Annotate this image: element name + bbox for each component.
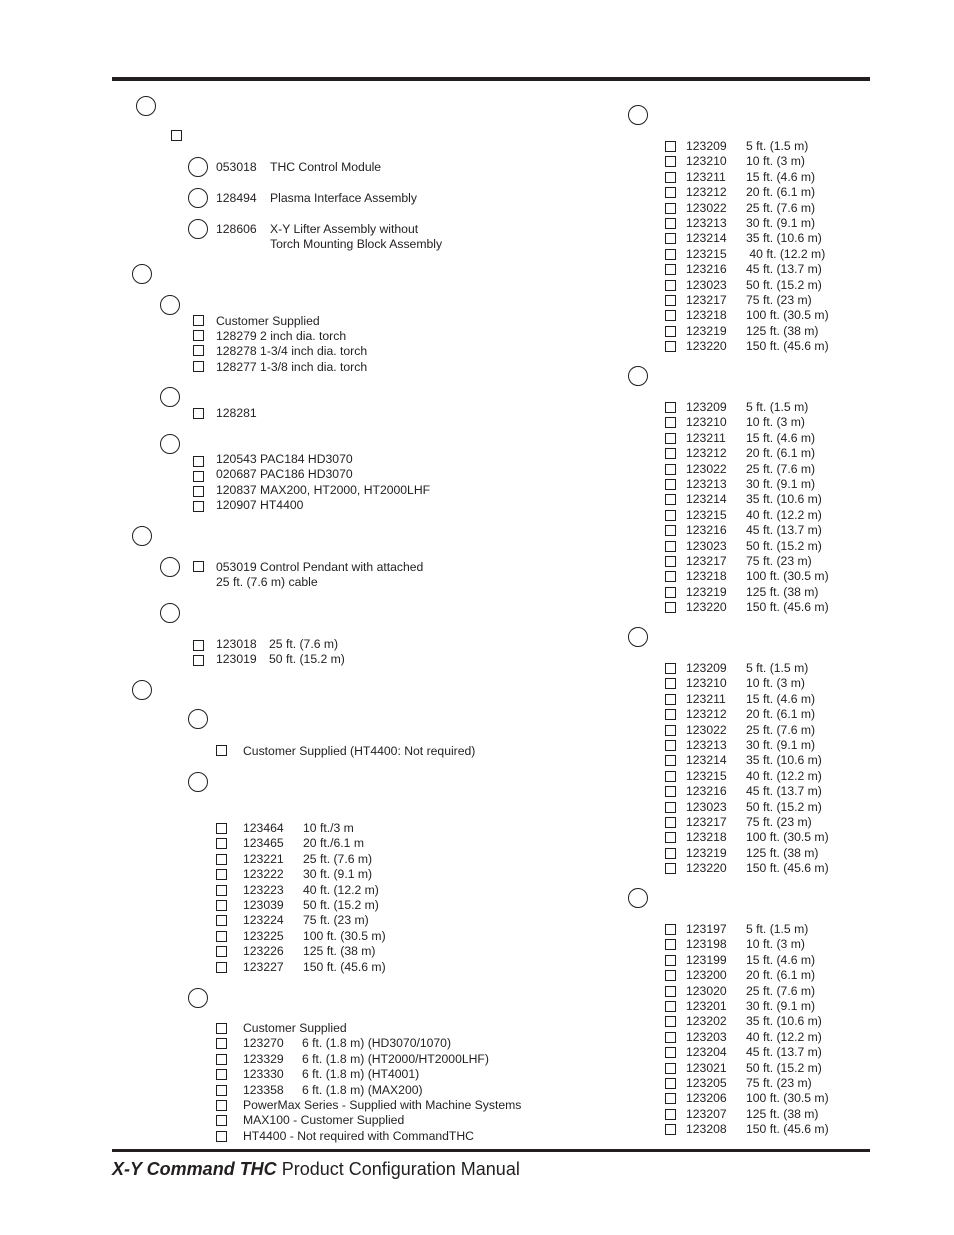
part-number: 128606: [216, 222, 257, 236]
part-number: 123197: [686, 922, 727, 936]
callout-circle: [628, 105, 648, 125]
checkbox[interactable]: [665, 433, 676, 444]
part-length: 30 ft. (9.1 m): [746, 477, 816, 491]
option-text: 128279 2 inch dia. torch: [216, 329, 347, 343]
checkbox[interactable]: [665, 326, 676, 337]
part-number: 123210: [686, 154, 727, 169]
bottom-rule: [112, 1149, 870, 1152]
part-number: 123021: [686, 1060, 727, 1075]
part-number: 123221: [243, 851, 284, 866]
callout-circle: [188, 709, 208, 729]
part-number: 123210: [686, 676, 727, 691]
part-number: HT4400 - Not required with CommandTHC: [243, 1128, 474, 1143]
option-text: Customer Supplied (HT4400: Not required): [243, 744, 476, 758]
checkbox[interactable]: [216, 931, 227, 942]
checkbox[interactable]: [665, 341, 676, 352]
option-text: 25 ft. (7.6 m) cable: [216, 575, 318, 589]
part-number: 123198: [686, 937, 727, 952]
part-length: 6 ft. (1.8 m) (HD3070/1070): [302, 1036, 452, 1051]
part-length: 20 ft. (6.1 m): [746, 707, 816, 722]
part-number: 123203: [686, 1029, 727, 1044]
checkbox[interactable]: [665, 924, 676, 935]
footer-brand: X-Y Command THC: [112, 1159, 277, 1179]
checkbox[interactable]: [216, 745, 227, 756]
callout-circle: [160, 387, 180, 407]
part-length: 100 ft. (30.5 m): [746, 569, 829, 584]
checkbox[interactable]: [665, 233, 676, 244]
part-number: 123215: [686, 768, 727, 783]
part-length: 45 ft. (13.7 m): [746, 784, 822, 799]
checkbox[interactable]: [216, 1069, 227, 1080]
part-length: 20 ft. (6.1 m): [746, 446, 816, 461]
part-length: 125 ft. (38 m): [746, 845, 819, 860]
part-number: 123023: [686, 799, 727, 814]
part-length: 50 ft. (15.2 m): [746, 1060, 822, 1075]
part-length: 35 ft. (10.6 m): [746, 753, 822, 768]
checkbox[interactable]: [171, 130, 182, 141]
part-number: 123218: [686, 308, 727, 323]
part-length: 150 ft. (45.6 m): [746, 339, 829, 354]
callout-circle: [188, 188, 208, 208]
checkbox[interactable]: [193, 361, 204, 372]
part-length: 5 ft. (1.5 m): [746, 922, 809, 936]
part-number: 123212: [686, 446, 727, 461]
part-number: 123225: [243, 928, 284, 943]
part-length: 125 ft. (38 m): [746, 1106, 819, 1121]
checkbox[interactable]: [665, 141, 676, 152]
checkbox[interactable]: [665, 771, 676, 782]
checkbox[interactable]: [665, 986, 676, 997]
part-length: 5 ft. (1.5 m): [746, 139, 809, 153]
part-number: 123206: [686, 1091, 727, 1106]
part-length: 100 ft. (30.5 m): [746, 1091, 829, 1106]
checkbox[interactable]: [665, 863, 676, 874]
checkbox[interactable]: [665, 494, 676, 505]
checkbox[interactable]: [216, 854, 227, 865]
part-number: 123220: [686, 339, 727, 354]
part-number: 123222: [243, 867, 284, 882]
checkbox[interactable]: [216, 1131, 227, 1142]
checkbox[interactable]: [665, 310, 676, 321]
part-number: 123220: [686, 861, 727, 876]
part-number: 123464: [243, 821, 284, 835]
part-length: 15 ft. (4.6 m): [746, 430, 816, 445]
part-length: 6 ft. (1.8 m) (HT2000/HT2000LHF): [302, 1051, 489, 1066]
option-text: 020687 PAC186 HD3070: [216, 467, 353, 481]
checkbox[interactable]: [665, 587, 676, 598]
part-number: 123270: [243, 1036, 284, 1051]
part-description: THC Control Module: [270, 160, 382, 174]
checkbox[interactable]: [193, 561, 204, 572]
part-length: 40 ft. (12.2 m): [746, 246, 826, 261]
part-number: 123205: [686, 1076, 727, 1090]
callout-circle: [188, 988, 208, 1008]
footer-title: Product Configuration Manual: [276, 1159, 520, 1179]
part-length: 30 ft. (9.1 m): [303, 867, 373, 882]
part-number: 123201: [686, 999, 727, 1013]
part-length: 75 ft. (23 m): [746, 1076, 812, 1090]
part-number: 123022: [686, 200, 727, 215]
callout-circle: [132, 264, 152, 284]
checkbox[interactable]: [216, 823, 227, 834]
part-number: 123200: [686, 968, 727, 983]
checkbox[interactable]: [665, 848, 676, 859]
checkbox[interactable]: [665, 203, 676, 214]
part-length: 10 ft. (3 m): [746, 937, 805, 952]
part-length: 5 ft. (1.5 m): [746, 661, 809, 675]
part-length: 15 ft. (4.6 m): [746, 169, 816, 184]
checkbox[interactable]: [216, 1115, 227, 1126]
checkbox[interactable]: [193, 486, 204, 497]
part-length: 35 ft. (10.6 m): [746, 1014, 822, 1029]
part-length: 6 ft. (1.8 m) (HT4001): [302, 1067, 420, 1082]
checkbox[interactable]: [665, 218, 676, 229]
part-length: 25 ft. (7.6 m): [746, 200, 816, 215]
checkbox[interactable]: [216, 1085, 227, 1096]
part-number: 123023: [686, 538, 727, 553]
part-length: 150 ft. (45.6 m): [303, 959, 386, 974]
part-number: 123218: [686, 830, 727, 845]
part-length: 25 ft. (7.6 m): [303, 851, 373, 866]
checkbox[interactable]: [216, 1038, 227, 1049]
part-length: 150 ft. (45.6 m): [746, 600, 829, 615]
part-number: 123219: [686, 845, 727, 860]
part-number: 123204: [686, 1045, 727, 1060]
checkbox[interactable]: [216, 962, 227, 973]
part-number: 123329: [243, 1051, 284, 1066]
part-length: 6 ft. (1.8 m) (MAX200): [302, 1082, 423, 1097]
part-number: 123215: [686, 246, 727, 261]
part-length: 125 ft. (38 m): [303, 944, 376, 959]
checkbox[interactable]: [193, 408, 204, 419]
checkbox[interactable]: [665, 1078, 676, 1089]
callout-circle: [160, 434, 180, 454]
part-length: 20 ft. (6.1 m): [746, 185, 816, 200]
checkbox[interactable]: [665, 955, 676, 966]
part-number: 123023: [686, 277, 727, 292]
checkbox[interactable]: [665, 817, 676, 828]
part-number: 123223: [243, 882, 284, 897]
part-length: 20 ft. (6.1 m): [746, 968, 816, 983]
part-length: 125 ft. (38 m): [746, 584, 819, 599]
option-text: 128281: [216, 406, 257, 420]
part-length: 15 ft. (4.6 m): [746, 952, 816, 967]
checkbox[interactable]: [193, 471, 204, 482]
part-description: Plasma Interface Assembly: [270, 191, 417, 205]
part-number: 123220: [686, 600, 727, 615]
checkbox[interactable]: [665, 755, 676, 766]
part-number: 123210: [686, 415, 727, 430]
checkbox[interactable]: [665, 709, 676, 720]
checkbox[interactable]: [665, 280, 676, 291]
callout-circle: [160, 603, 180, 623]
callout-circle: [136, 96, 156, 116]
option-text: 120907 HT4400: [216, 498, 304, 512]
checkbox[interactable]: [193, 640, 204, 651]
checkbox[interactable]: [665, 725, 676, 736]
checkbox[interactable]: [665, 740, 676, 751]
part-length: 50 ft. (15.2 m): [746, 799, 822, 814]
part-length: 40 ft. (12.2 m): [746, 768, 822, 783]
part-length: 10 ft. (3 m): [746, 415, 805, 430]
checkbox[interactable]: [665, 663, 676, 674]
part-length: 30 ft. (9.1 m): [746, 999, 816, 1013]
part-length: 25 ft. (7.6 m): [746, 983, 816, 998]
checkbox[interactable]: [665, 156, 676, 167]
part-number: 123216: [686, 262, 727, 277]
part-length: 40 ft. (12.2 m): [746, 1029, 822, 1044]
part-length: 25 ft. (7.6 m): [269, 637, 339, 651]
option-text: 128277 1-3/8 inch dia. torch: [216, 360, 368, 374]
part-length: 25 ft. (7.6 m): [746, 722, 816, 737]
part-number: 123209: [686, 661, 727, 675]
part-length: 75 ft. (23 m): [303, 913, 369, 928]
checkbox[interactable]: [665, 556, 676, 567]
part-length: 5 ft. (1.5 m): [746, 400, 809, 414]
part-number: 123217: [686, 815, 727, 829]
part-length: 50 ft. (15.2 m): [746, 538, 822, 553]
checkbox[interactable]: [665, 525, 676, 536]
callout-circle: [628, 888, 648, 908]
checkbox[interactable]: [665, 402, 676, 413]
part-number: 123216: [686, 784, 727, 799]
part-number: 123465: [243, 836, 284, 851]
part-length: 100 ft. (30.5 m): [303, 928, 386, 943]
checkbox[interactable]: [665, 1093, 676, 1104]
checkbox[interactable]: [665, 786, 676, 797]
part-number: 123211: [686, 169, 726, 184]
part-length: 75 ft. (23 m): [746, 293, 812, 307]
part-number: 123217: [686, 293, 727, 307]
part-length: 10 ft./3 m: [303, 821, 354, 835]
checkbox[interactable]: [665, 510, 676, 521]
checkbox[interactable]: [665, 694, 676, 705]
part-number: 123214: [686, 492, 727, 507]
option-text: Customer Supplied: [216, 314, 320, 328]
part-length: 10 ft. (3 m): [746, 676, 805, 691]
part-length: 35 ft. (10.6 m): [746, 492, 822, 507]
part-number: 123209: [686, 139, 727, 153]
checkbox[interactable]: [665, 479, 676, 490]
checkbox[interactable]: [216, 915, 227, 926]
part-length: 15 ft. (4.6 m): [746, 691, 816, 706]
part-number: 123207: [686, 1106, 727, 1121]
checkbox[interactable]: [665, 1063, 676, 1074]
checkbox[interactable]: [665, 832, 676, 843]
part-number: 123208: [686, 1122, 727, 1137]
checkbox[interactable]: [665, 172, 676, 183]
part-length: 45 ft. (13.7 m): [746, 262, 822, 277]
checkbox[interactable]: [193, 655, 204, 666]
checkbox[interactable]: [665, 1001, 676, 1012]
part-number: MAX100 - Customer Supplied: [243, 1113, 405, 1128]
part-number: 123226: [243, 944, 284, 959]
option-text: 120543 PAC184 HD3070: [216, 452, 353, 466]
callout-circle: [160, 295, 180, 315]
part-length: 35 ft. (10.6 m): [746, 231, 822, 246]
option-text: 128278 1-3/4 inch dia. torch: [216, 344, 368, 358]
part-length: 20 ft./6.1 m: [303, 836, 364, 851]
part-length: 40 ft. (12.2 m): [303, 882, 379, 897]
checkbox[interactable]: [665, 417, 676, 428]
part-number: 123199: [686, 952, 727, 967]
part-number: 123018: [216, 637, 257, 651]
part-number: 123218: [686, 569, 727, 584]
part-length: 150 ft. (45.6 m): [746, 1122, 829, 1137]
checkbox[interactable]: [665, 448, 676, 459]
part-number: 123209: [686, 400, 727, 414]
part-length: 25 ft. (7.6 m): [746, 461, 816, 476]
part-length: 50 ft. (15.2 m): [746, 277, 822, 292]
part-number: 123215: [686, 507, 727, 522]
checkbox[interactable]: [216, 900, 227, 911]
checkbox[interactable]: [665, 249, 676, 260]
checkbox[interactable]: [665, 1032, 676, 1043]
part-number: 123214: [686, 753, 727, 768]
checkbox[interactable]: [665, 295, 676, 306]
checkbox[interactable]: [665, 678, 676, 689]
part-number: 123022: [686, 461, 727, 476]
part-length: 100 ft. (30.5 m): [746, 830, 829, 845]
checkbox[interactable]: [216, 946, 227, 957]
checkbox[interactable]: [216, 838, 227, 849]
part-length: 50 ft. (15.2 m): [269, 652, 345, 666]
part-length: 30 ft. (9.1 m): [746, 216, 816, 230]
callout-circle: [132, 526, 152, 546]
checkbox[interactable]: [216, 1100, 227, 1111]
part-length: 150 ft. (45.6 m): [746, 861, 829, 876]
part-number: 123213: [686, 216, 727, 230]
checkbox[interactable]: [665, 970, 676, 981]
part-number: 123212: [686, 707, 727, 722]
part-number: PowerMax Series - Supplied with Machine Systems: [243, 1098, 522, 1112]
part-number: 123019: [216, 652, 257, 666]
checkbox[interactable]: [665, 1124, 676, 1135]
part-number: 128494: [216, 191, 257, 205]
part-number: 123224: [243, 913, 284, 928]
callout-circle: [160, 557, 180, 577]
checkbox[interactable]: [216, 869, 227, 880]
checkbox[interactable]: [665, 571, 676, 582]
checkbox[interactable]: [216, 885, 227, 896]
part-number: 123020: [686, 983, 727, 998]
checkbox[interactable]: [665, 264, 676, 275]
part-number: 053018: [216, 160, 257, 174]
part-number: 123214: [686, 231, 727, 246]
part-length: 45 ft. (13.7 m): [746, 1045, 822, 1060]
part-length: 40 ft. (12.2 m): [746, 507, 822, 522]
checkbox[interactable]: [193, 330, 204, 341]
part-number: 123039: [243, 898, 284, 912]
part-length: 10 ft. (3 m): [746, 154, 805, 169]
part-description: X-Y Lifter Assembly without: [270, 222, 419, 236]
checkbox[interactable]: [665, 464, 676, 475]
checkbox[interactable]: [665, 187, 676, 198]
part-number: 123213: [686, 477, 727, 491]
part-number: 123211: [686, 430, 726, 445]
part-length: 125 ft. (38 m): [746, 323, 819, 338]
page-footer: [112, 1159, 520, 1180]
checkbox[interactable]: [665, 1016, 676, 1027]
part-number: 123202: [686, 1014, 727, 1029]
callout-circle: [132, 680, 152, 700]
part-length: 30 ft. (9.1 m): [746, 738, 816, 752]
callout-circle: [188, 219, 208, 239]
checkbox[interactable]: [665, 939, 676, 950]
checkbox[interactable]: [665, 602, 676, 613]
part-length: 75 ft. (23 m): [746, 815, 812, 829]
checkbox[interactable]: [665, 1109, 676, 1120]
part-number: 123217: [686, 554, 727, 568]
option-text: 053019 Control Pendant with attached: [216, 560, 424, 574]
part-number: Customer Supplied: [243, 1021, 347, 1035]
checkbox[interactable]: [193, 501, 204, 512]
part-description-line2: Torch Mounting Block Assembly: [270, 237, 443, 251]
part-number: 123358: [243, 1082, 284, 1097]
part-number: 123216: [686, 523, 727, 538]
part-number: 123219: [686, 323, 727, 338]
part-number: 123227: [243, 959, 284, 974]
callout-circle: [188, 157, 208, 177]
part-length: 50 ft. (15.2 m): [303, 898, 379, 912]
callout-circle: [188, 772, 208, 792]
part-number: 123211: [686, 691, 726, 706]
part-length: 45 ft. (13.7 m): [746, 523, 822, 538]
checkbox[interactable]: [665, 802, 676, 813]
part-length: 75 ft. (23 m): [746, 554, 812, 568]
part-number: 123022: [686, 722, 727, 737]
checkbox[interactable]: [665, 541, 676, 552]
checkbox[interactable]: [193, 345, 204, 356]
checkbox[interactable]: [193, 456, 204, 467]
checkbox[interactable]: [216, 1023, 227, 1034]
part-length: 100 ft. (30.5 m): [746, 308, 829, 323]
part-number: 123212: [686, 185, 727, 200]
checkbox[interactable]: [216, 1054, 227, 1065]
part-number: 123219: [686, 584, 727, 599]
checkbox[interactable]: [193, 315, 204, 326]
checkbox[interactable]: [665, 1047, 676, 1058]
callout-circle: [628, 627, 648, 647]
option-text: 120837 MAX200, HT2000, HT2000LHF: [216, 483, 431, 497]
part-number: 123330: [243, 1067, 284, 1082]
top-rule: [112, 77, 870, 81]
callout-circle: [628, 366, 648, 386]
part-number: 123213: [686, 738, 727, 752]
